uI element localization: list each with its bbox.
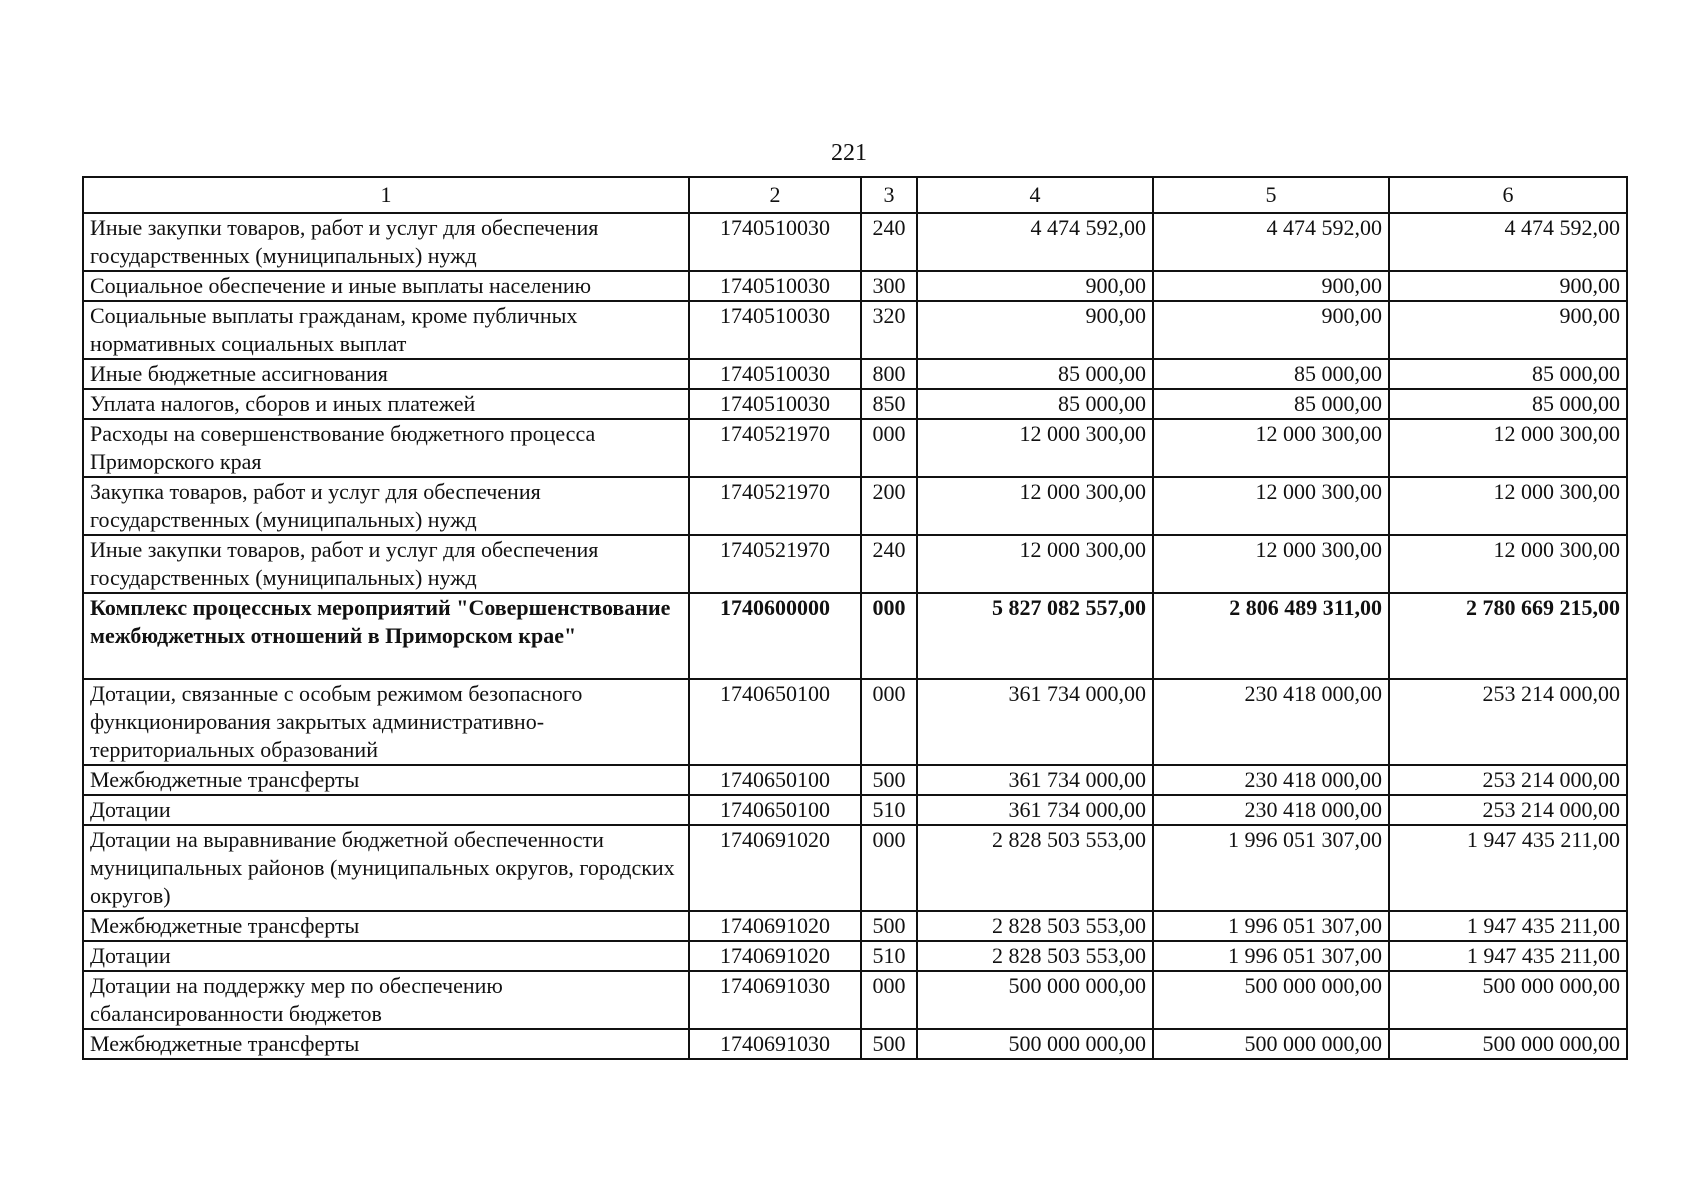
row-value-4: 85 000,00	[917, 359, 1153, 389]
row-type: 500	[861, 911, 917, 941]
row-value-5: 900,00	[1153, 301, 1389, 359]
row-value-4: 4 474 592,00	[917, 213, 1153, 271]
row-code: 1740510030	[689, 271, 861, 301]
row-value-6: 253 214 000,00	[1389, 795, 1627, 825]
row-code: 1740521970	[689, 535, 861, 593]
row-code: 1740650100	[689, 765, 861, 795]
row-value-6: 1 947 435 211,00	[1389, 825, 1627, 911]
table-row	[83, 359, 1627, 389]
row-value-6: 12 000 300,00	[1389, 419, 1627, 477]
row-code: 1740510030	[689, 359, 861, 389]
row-value-5: 500 000 000,00	[1153, 971, 1389, 1029]
table-row	[83, 271, 1627, 301]
row-value-5: 230 418 000,00	[1153, 765, 1389, 795]
row-value-4: 500 000 000,00	[917, 971, 1153, 1029]
row-name: Дотации на выравнивание бюджетной обеспеченности муниципальных районов (муниципальных округов, городских округов)	[83, 825, 689, 911]
row-value-5: 12 000 300,00	[1153, 535, 1389, 593]
row-value-5: 500 000 000,00	[1153, 1029, 1389, 1059]
row-value-5: 12 000 300,00	[1153, 419, 1389, 477]
row-name: Социальное обеспечение и иные выплаты населению	[83, 271, 689, 301]
row-type: 850	[861, 389, 917, 419]
row-name: Расходы на совершенствование бюджетного процесса Приморского края	[83, 419, 689, 477]
table-row	[83, 941, 1627, 971]
row-name: Дотации	[83, 795, 689, 825]
row-value-6: 85 000,00	[1389, 359, 1627, 389]
row-code: 1740521970	[689, 419, 861, 477]
row-name: Иные закупки товаров, работ и услуг для обеспечения государственных (муниципальных) нужд	[83, 535, 689, 593]
row-value-4: 12 000 300,00	[917, 535, 1153, 593]
row-value-6: 500 000 000,00	[1389, 1029, 1627, 1059]
row-name: Уплата налогов, сборов и иных платежей	[83, 389, 689, 419]
row-type: 500	[861, 765, 917, 795]
row-value-6: 12 000 300,00	[1389, 535, 1627, 593]
table-row	[83, 477, 1627, 535]
row-value-6: 900,00	[1389, 271, 1627, 301]
row-code: 1740510030	[689, 389, 861, 419]
row-type: 000	[861, 971, 917, 1029]
table-row	[83, 419, 1627, 477]
row-name: Межбюджетные трансферты	[83, 765, 689, 795]
row-code: 1740510030	[689, 213, 861, 271]
row-type: 800	[861, 359, 917, 389]
row-value-5: 230 418 000,00	[1153, 795, 1389, 825]
header-col-5: 5	[1153, 177, 1389, 213]
row-type: 510	[861, 941, 917, 971]
header-col-1: 1	[83, 177, 689, 213]
header-col-6: 6	[1389, 177, 1627, 213]
row-value-4: 361 734 000,00	[917, 795, 1153, 825]
row-value-6: 4 474 592,00	[1389, 213, 1627, 271]
table-row	[83, 389, 1627, 419]
row-code: 1740691020	[689, 941, 861, 971]
row-type: 200	[861, 477, 917, 535]
row-value-5: 1 996 051 307,00	[1153, 941, 1389, 971]
table-row	[83, 679, 1627, 765]
table-row	[83, 301, 1627, 359]
row-type: 240	[861, 213, 917, 271]
row-value-5: 900,00	[1153, 271, 1389, 301]
row-type: 000	[861, 593, 917, 679]
row-value-4: 2 828 503 553,00	[917, 825, 1153, 911]
table-row-section	[83, 593, 1627, 679]
row-name: Дотации	[83, 941, 689, 971]
row-value-4: 12 000 300,00	[917, 419, 1153, 477]
row-type: 000	[861, 419, 917, 477]
row-code: 1740650100	[689, 795, 861, 825]
table-row	[83, 765, 1627, 795]
row-code: 1740691030	[689, 971, 861, 1029]
row-name: Межбюджетные трансферты	[83, 911, 689, 941]
row-value-5: 85 000,00	[1153, 389, 1389, 419]
row-type: 510	[861, 795, 917, 825]
row-code: 1740650100	[689, 679, 861, 765]
row-value-5: 2 806 489 311,00	[1153, 593, 1389, 679]
row-type: 300	[861, 271, 917, 301]
row-value-5: 1 996 051 307,00	[1153, 911, 1389, 941]
row-name: Закупка товаров, работ и услуг для обеспечения государственных (муниципальных) нужд	[83, 477, 689, 535]
page-number: 221	[831, 140, 867, 166]
row-value-4: 12 000 300,00	[917, 477, 1153, 535]
row-type: 240	[861, 535, 917, 593]
row-value-5: 230 418 000,00	[1153, 679, 1389, 765]
row-name: Комплекс процессных мероприятий "Совершенствование межбюджетных отношений в Приморском крае"	[83, 593, 689, 679]
row-code: 1740691030	[689, 1029, 861, 1059]
row-name: Межбюджетные трансферты	[83, 1029, 689, 1059]
header-col-2: 2	[689, 177, 861, 213]
row-value-4: 361 734 000,00	[917, 765, 1153, 795]
row-value-4: 361 734 000,00	[917, 679, 1153, 765]
table-row	[83, 911, 1627, 941]
row-code: 1740691020	[689, 911, 861, 941]
row-name: Дотации, связанные с особым режимом безопасного функционирования закрытых административно-территориальных образований	[83, 679, 689, 765]
row-value-6: 1 947 435 211,00	[1389, 941, 1627, 971]
row-value-5: 85 000,00	[1153, 359, 1389, 389]
row-name: Иные бюджетные ассигнования	[83, 359, 689, 389]
row-value-5: 4 474 592,00	[1153, 213, 1389, 271]
table-row	[83, 1029, 1627, 1059]
row-value-6: 85 000,00	[1389, 389, 1627, 419]
row-code: 1740521970	[689, 477, 861, 535]
row-type: 000	[861, 679, 917, 765]
row-value-5: 1 996 051 307,00	[1153, 825, 1389, 911]
row-name: Иные закупки товаров, работ и услуг для обеспечения государственных (муниципальных) нужд	[83, 213, 689, 271]
table-row	[83, 535, 1627, 593]
row-value-4: 500 000 000,00	[917, 1029, 1153, 1059]
row-value-4: 85 000,00	[917, 389, 1153, 419]
header-col-4: 4	[917, 177, 1153, 213]
table-row	[83, 825, 1627, 911]
row-name: Дотации на поддержку мер по обеспечению сбалансированности бюджетов	[83, 971, 689, 1029]
row-code: 1740691020	[689, 825, 861, 911]
budget-table	[82, 176, 1628, 1060]
row-value-4: 900,00	[917, 271, 1153, 301]
row-value-6: 2 780 669 215,00	[1389, 593, 1627, 679]
header-col-3: 3	[861, 177, 917, 213]
row-type: 320	[861, 301, 917, 359]
row-value-4: 5 827 082 557,00	[917, 593, 1153, 679]
row-name: Социальные выплаты гражданам, кроме публичных нормативных социальных выплат	[83, 301, 689, 359]
row-value-4: 2 828 503 553,00	[917, 941, 1153, 971]
row-value-6: 900,00	[1389, 301, 1627, 359]
table-row	[83, 213, 1627, 271]
table-row	[83, 795, 1627, 825]
header-row	[83, 177, 1627, 213]
row-value-6: 253 214 000,00	[1389, 679, 1627, 765]
row-type: 000	[861, 825, 917, 911]
row-value-4: 900,00	[917, 301, 1153, 359]
table-row	[83, 971, 1627, 1029]
row-value-6: 1 947 435 211,00	[1389, 911, 1627, 941]
row-value-4: 2 828 503 553,00	[917, 911, 1153, 941]
row-code: 1740600000	[689, 593, 861, 679]
row-value-6: 12 000 300,00	[1389, 477, 1627, 535]
row-value-6: 500 000 000,00	[1389, 971, 1627, 1029]
row-value-5: 12 000 300,00	[1153, 477, 1389, 535]
row-value-6: 253 214 000,00	[1389, 765, 1627, 795]
row-type: 500	[861, 1029, 917, 1059]
row-code: 1740510030	[689, 301, 861, 359]
